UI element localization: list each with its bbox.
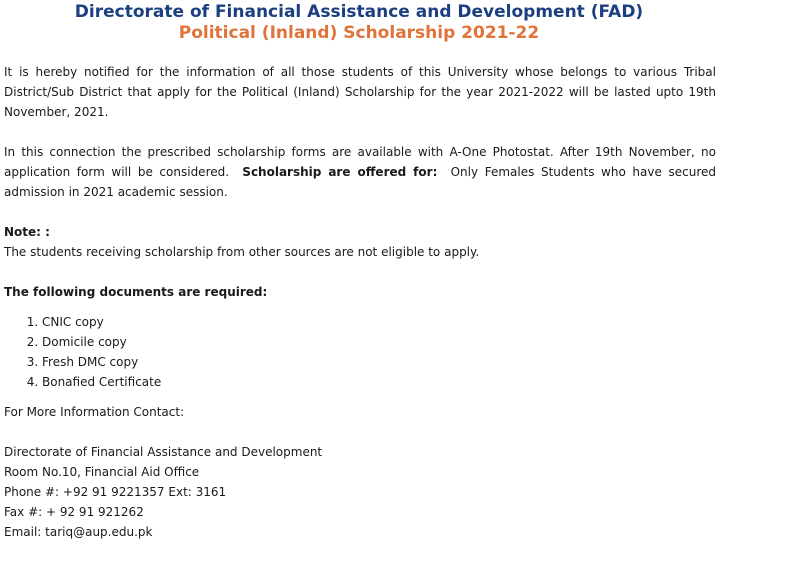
documents-heading: The following documents are required: — [4, 285, 268, 299]
offered-for-label: Scholarship are offered for: — [242, 165, 438, 179]
list-item: 4. Bonafied Certificate — [42, 372, 716, 392]
list-item: 2. Domicile copy — [42, 332, 716, 352]
contact-email: Email: tariq@aup.edu.pk — [4, 525, 153, 539]
notice-content — [4, 62, 716, 542]
contact-organization: Directorate of Financial Assistance and Development — [4, 445, 323, 459]
notice-paragraph-2 — [4, 142, 716, 202]
spacer — [4, 122, 716, 142]
spacer — [4, 262, 716, 282]
list-item: 1. CNIC copy — [42, 312, 716, 332]
spacer — [4, 422, 716, 442]
note-label: Note: : — [4, 225, 50, 239]
contact-heading: For More Information Contact: — [4, 405, 185, 419]
contact-room: Room No.10, Financial Aid Office — [4, 465, 200, 479]
spacer — [4, 202, 716, 222]
contact-phone: Phone #: +92 91 9221357 Ext: 3161 — [4, 485, 227, 499]
note-text: The students receiving scholarship from other sources are not eligible to apply. — [4, 245, 480, 259]
offered-for-value: Only Females Students who have secured admission in 2021 academic session. — [4, 165, 716, 199]
documents-list — [4, 312, 716, 392]
notice-paragraph-2-text: In this connection the prescribed scholarship forms are available with A-One Photostat. After 19th November, no application form will be considered. — [4, 145, 716, 179]
page-subtitle: Political (Inland) Scholarship 2021-22 — [178, 23, 540, 43]
page-header — [0, 0, 718, 44]
contact-fax: Fax #: + 92 91 921262 — [4, 505, 144, 519]
notice-paragraph-1: It is hereby notified for the information of all those students of this University whose belongs to various Tribal District/Sub District that apply for the Political (Inland) Scholarship for the year 2021-2022 will be lasted upto 19th November, 2021. — [4, 65, 716, 119]
contact-block — [4, 442, 716, 542]
list-item: 3. Fresh DMC copy — [42, 352, 716, 372]
page-title: Directorate of Financial Assistance and Development (FAD) — [74, 2, 644, 22]
